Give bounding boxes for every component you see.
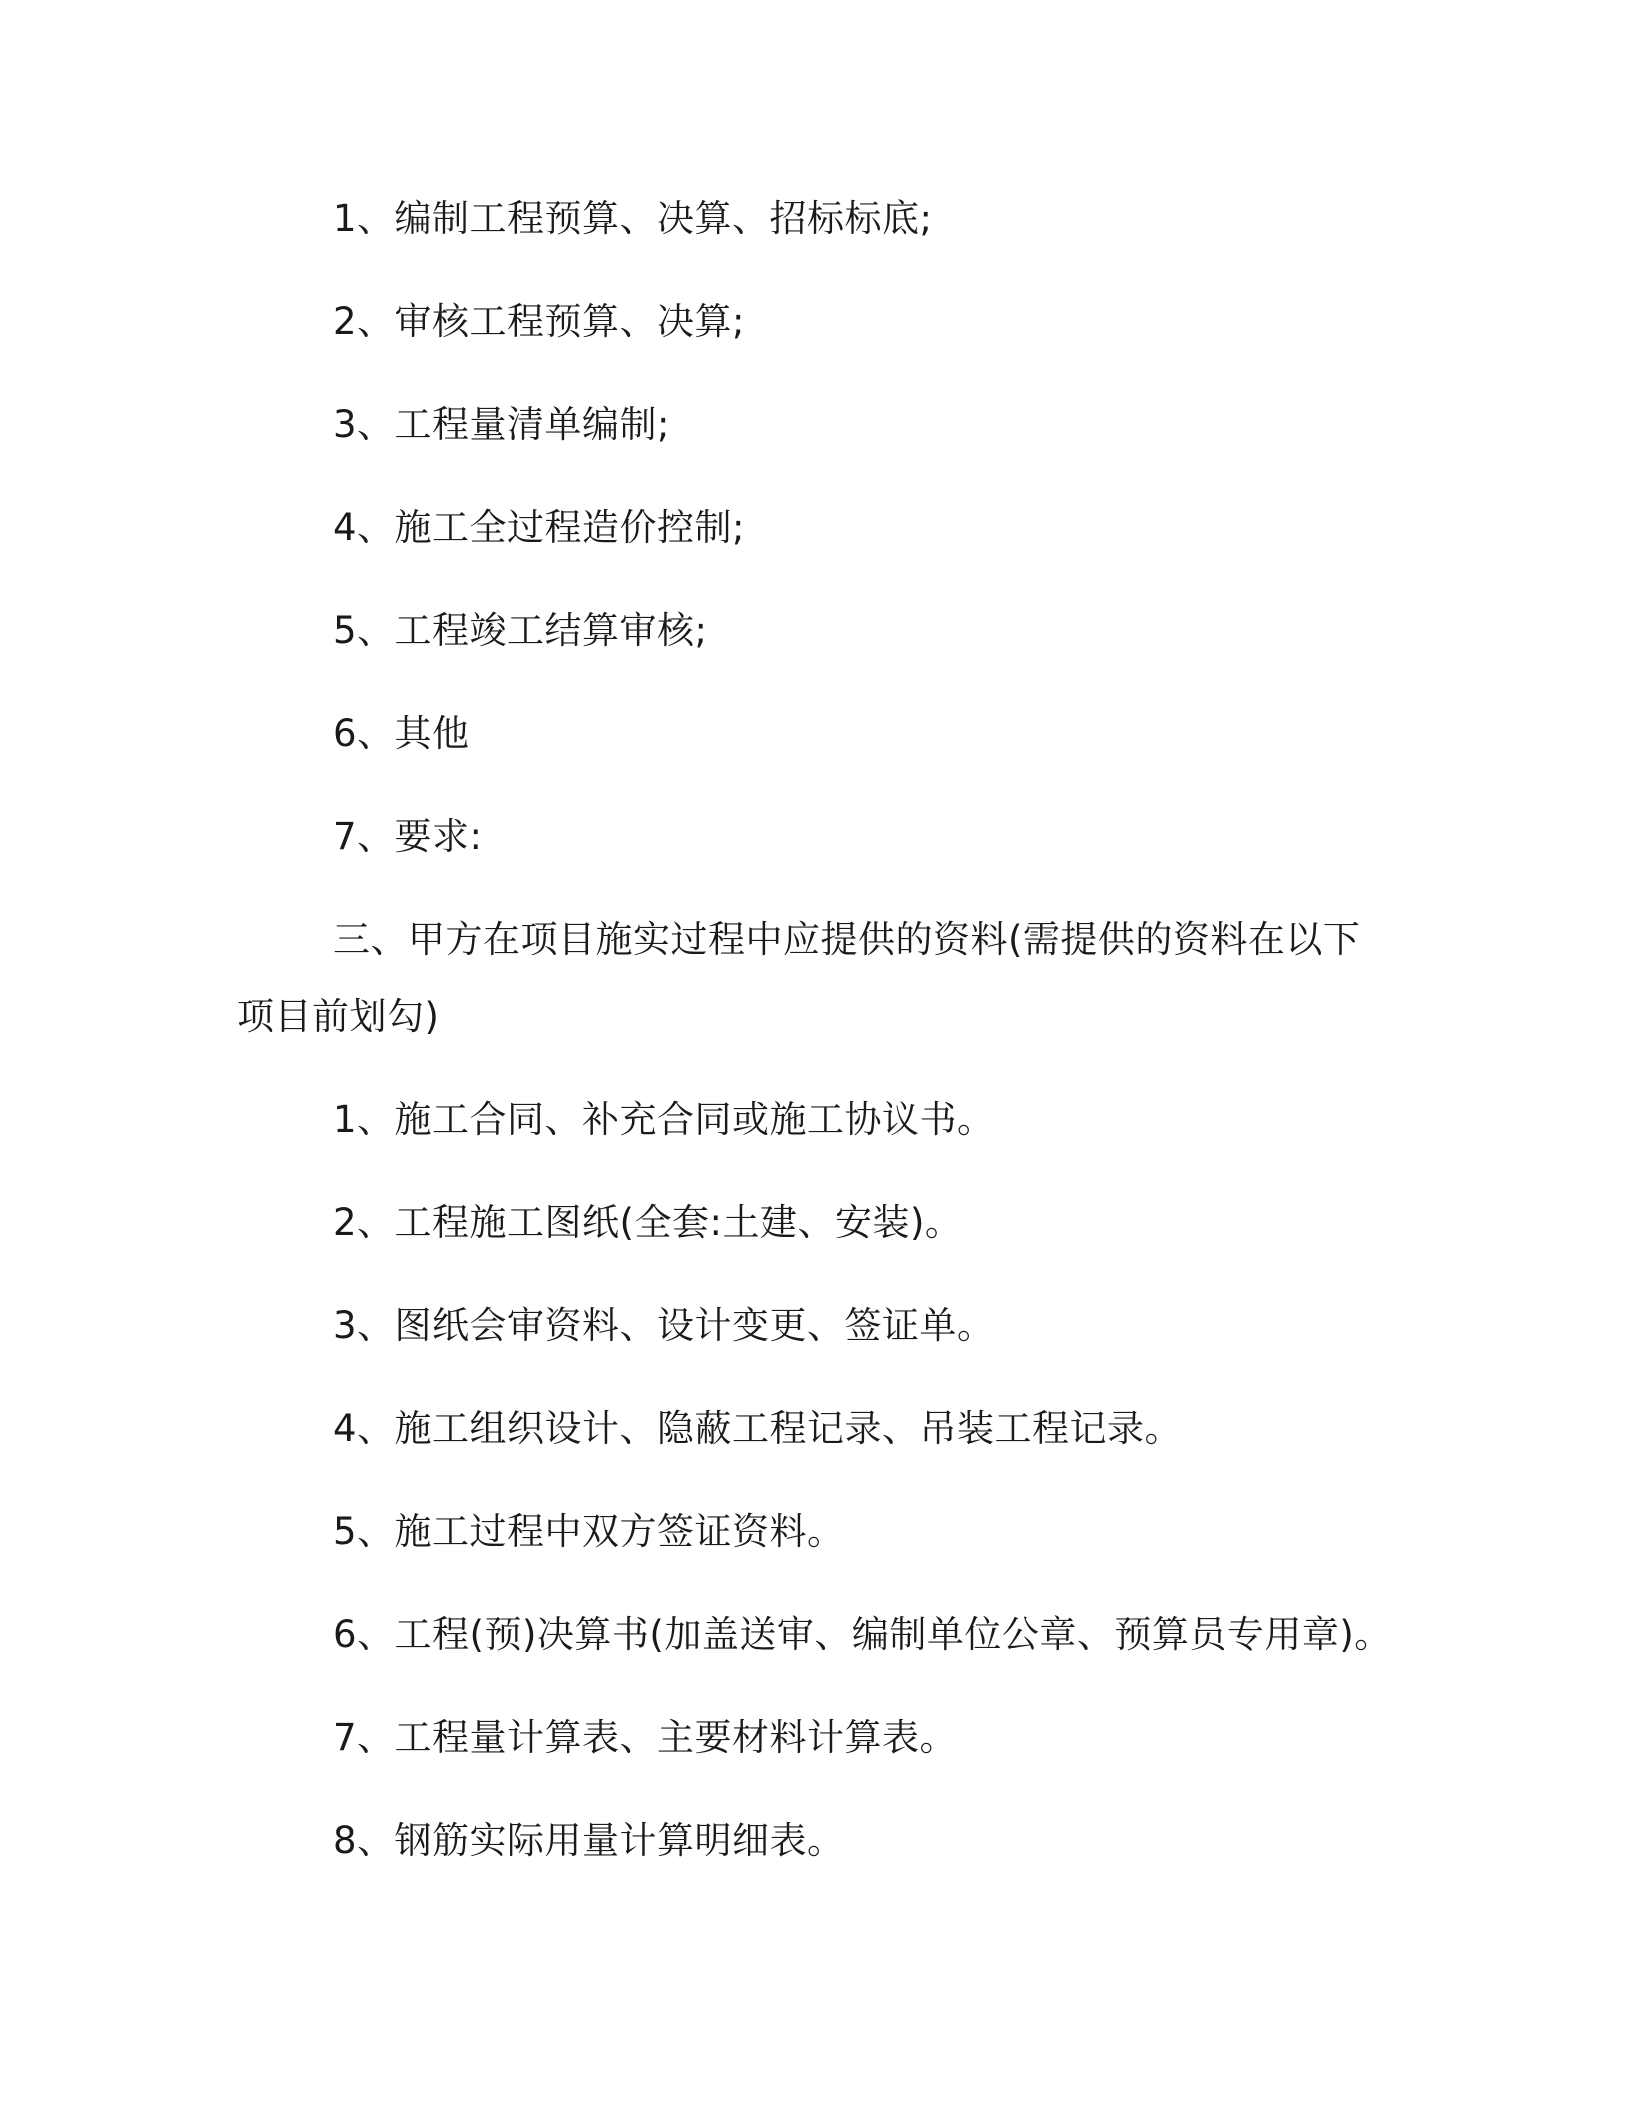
- material-item: 5、施工过程中双方签证资料。: [333, 1510, 845, 1553]
- service-item: 6、其他: [333, 712, 470, 755]
- section-three-heading: 三、甲方在项目施实过程中应提供的资料(需提供的资料在以下: [333, 918, 1361, 961]
- section-three-heading-continued: 项目前划勾): [237, 995, 440, 1038]
- service-item: 7、要求:: [333, 815, 483, 858]
- material-item: 7、工程量计算表、主要材料计算表。: [333, 1716, 958, 1759]
- material-item: 1、施工合同、补充合同或施工协议书。: [333, 1098, 995, 1141]
- material-item: 4、施工组织设计、隐蔽工程记录、吊装工程记录。: [333, 1407, 1183, 1450]
- service-item: 4、施工全过程造价控制;: [333, 506, 746, 549]
- service-item: 3、工程量清单编制;: [333, 403, 671, 446]
- material-item: 3、图纸会审资料、设计变更、签证单。: [333, 1304, 995, 1347]
- service-item: 1、编制工程预算、决算、招标标底;: [333, 197, 933, 240]
- material-item: 8、钢筋实际用量计算明细表。: [333, 1819, 845, 1862]
- service-item: 2、审核工程预算、决算;: [333, 300, 746, 343]
- service-item: 5、工程竣工结算审核;: [333, 609, 708, 652]
- material-item: 6、工程(预)决算书(加盖送审、编制单位公章、预算员专用章)。: [333, 1613, 1392, 1656]
- material-item: 2、工程施工图纸(全套:土建、安装)。: [333, 1201, 963, 1244]
